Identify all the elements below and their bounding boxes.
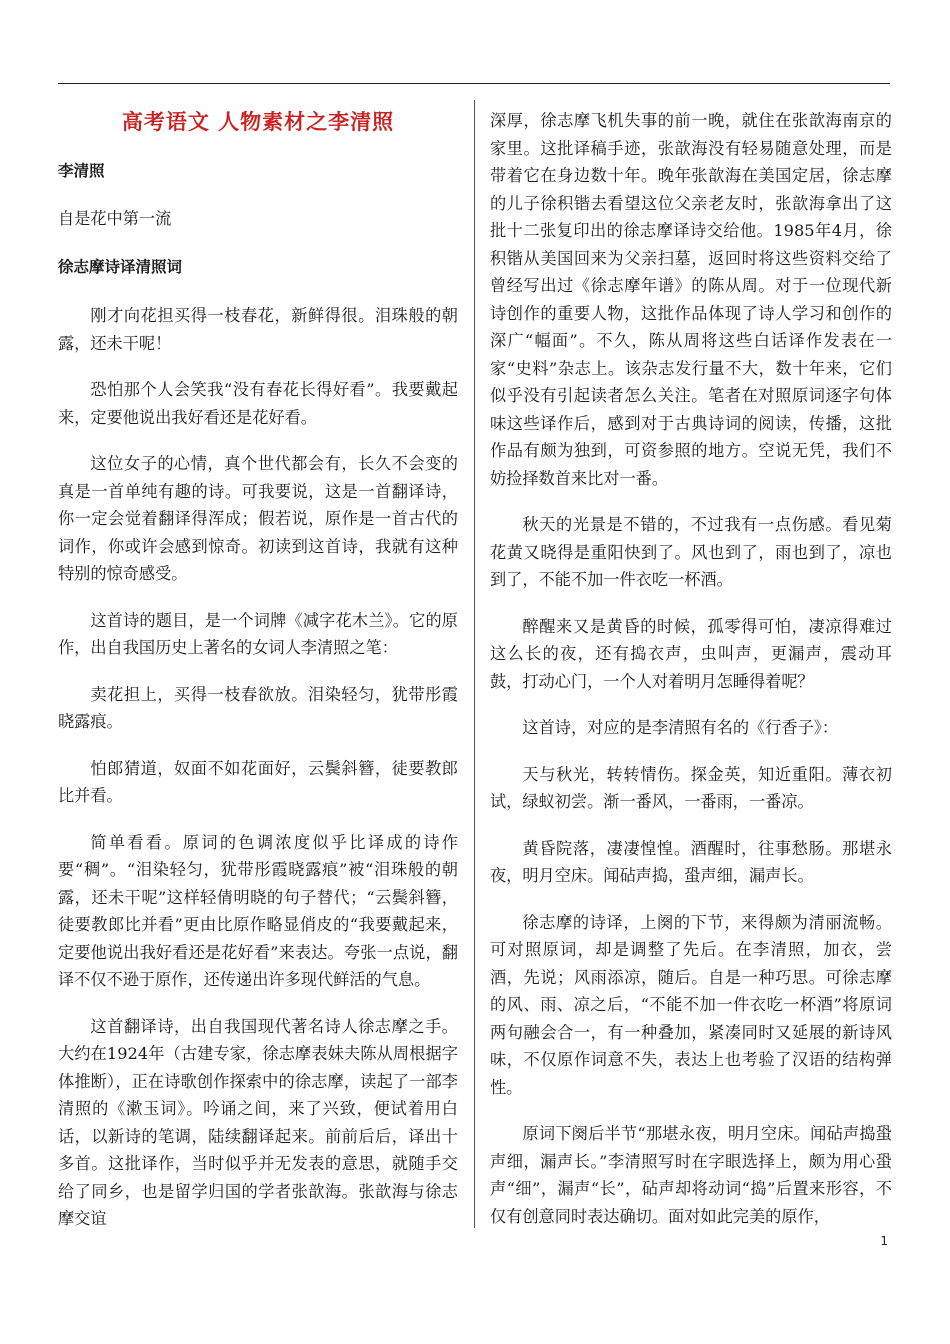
paragraph: 这位女子的心情，真个世代都会有，长久不会变的真是一首单纯有趣的诗。可我要说，这是一首翻译诗，你一定会觉着翻译得浑成；假若说，原作是一首古代的词作，你或许会感到惊奇。初读到这首诗，我就有这种特别的惊奇感受。 [58,454,458,583]
tagline: 自是花中第一流 [58,209,172,228]
right-column [490,100,892,1249]
paragraph: 这首翻译诗，出自我国现代著名诗人徐志摩之手。大约在1924年（古建专家，徐志摩表妹夫陈从周根据字体推断），正在诗歌创作探索中的徐志摩，读起了一部李清照的《漱玉词》。吟诵之间，来了兴致，便试着用白话，以新诗的笔调，陆续翻译起来。前前后后，译出十多首。这批译作，当时似乎并无发表的意思，就随手交给了同乡，也是留学归国的学者张歆海。张歆海与徐志摩交谊 [58,1016,458,1228]
page-number: 1 [880,1234,888,1248]
paragraph: 徐志摩的诗译，上阕的下节，来得颇为清丽流畅。可对照原词，却是调整了先后。在李清照，加衣，尝酒，先说；风雨添凉，随后。自是一种巧思。可徐志摩的风、雨、凉之后，“不能不加一件衣吃一杯酒”将原词两句融会合一，有一种叠加，紧凑同时又延展的新诗风味，不仅原作词意不失，表达上也考验了汉语的结构弹性。 [490,912,892,1097]
document-title: 高考语文 人物素材之李清照 [121,110,395,134]
paragraph: 恐怕那个人会笑我“没有春花长得好看”。我要戴起来，定要他说出我好看还是花好看。 [58,380,458,427]
paragraph: 这首诗，对应的是李清照有名的《行香子》： [522,718,839,737]
poem-stanza: 黄昏院落，凄凄惶惶。酒醒时，往事愁肠。那堪永夜，明月空床。闻砧声捣，蛩声细，漏声长。 [490,838,892,885]
poem-stanza: 醉醒来又是黄昏的时候，孤零得可怕，凄凉得难过这么长的夜，还有捣衣声，虫叫声，更漏声，震动耳鼓，打动心门，一个人对着明月怎睡得着呢？ [490,616,892,691]
poem-stanza: 怕郎猜道，奴面不如花面好，云鬓斜簪，徒要教郎比并看。 [58,758,458,805]
paragraph: 刚才向花担买得一枝春花，新鲜得很。泪珠般的朝露，还未干呢！ [58,306,458,353]
header-rule [58,83,890,84]
paragraph: 简单看看。原词的色调浓度似乎比译成的诗作要“稠”。“泪染轻匀，犹带彤霞晓露痕”被“泪珠般的朝露，还未干呢”这样轻倩明晓的句子替代；“云鬓斜簪，徒要教郎比并看”更由比原作略显俏皮的“我要戴起来，定要他说出我好看还是花好看”来表达。夸张一点说，翻译不仅不逊于原作，还传递出许多现代鲜活的气息。 [58,832,458,989]
paragraph-continued: 深厚，徐志摩飞机失事的前一晚，就住在张歆海南京的家里。这批译稿手迹，张歆海没有轻易随意处理，而是带着它在身边数十年。晚年张歆海在美国定居，徐志摩的儿子徐积锴去看望这位父亲老友时，张歆海拿出了这批十二张复印出的徐志摩译诗交给他。1985年4月，徐积锴从美国回来为父亲扫墓，返回时将这些资料交给了曾经写出过《徐志摩年谱》的陈从周。对于一位现代新诗创作的重要人物，这批作品体现了诗人学习和创作的深广“幅面”。不久，陈从周将这些白话译作发表在一家“史料”杂志上。该杂志发行量不大，数十年来，它们似乎没有引起读者怎么关注。笔者在对照原词逐字句体味这些译作后，感到对于古典诗词的阅读，传播，这批作品有颇为独到，可资参照的地方。空说无凭，我们不妨捡择数首来比对一番。 [490,111,892,488]
person-heading: 李清照 [58,162,105,180]
paragraph: 原词下阕后半节“那堪永夜，明月空床。闻砧声捣蛩声细，漏声长。”李清照写时在字眼选择上，颇为用心蛩声“细”，漏声“长”，砧声却将动词“捣”后置来形容，不仅有创意同时表达确切。面对如此完美的原作， [490,1124,892,1226]
paragraph: 这首诗的题目，是一个词牌《减字花木兰》。它的原作，出自我国历史上著名的女词人李清照之笔： [58,610,458,657]
poem-stanza: 卖花担上，买得一枝春欲放。泪染轻匀，犹带彤霞晓露痕。 [58,684,458,731]
poem-stanza: 秋天的光景是不错的，不过我有一点伤感。看见菊花黄又晓得是重阳快到了。风也到了，雨也到了，凉也到了，不能不加一件衣吃一杯酒。 [490,515,892,589]
poem-stanza: 天与秋光，转转情伤。探金英，知近重阳。薄衣初试，绿蚁初尝。渐一番风，一番雨，一番凉。 [490,764,892,811]
section-heading: 徐志摩诗译清照词 [58,258,183,276]
column-divider [474,100,475,1228]
left-column [58,100,458,1252]
